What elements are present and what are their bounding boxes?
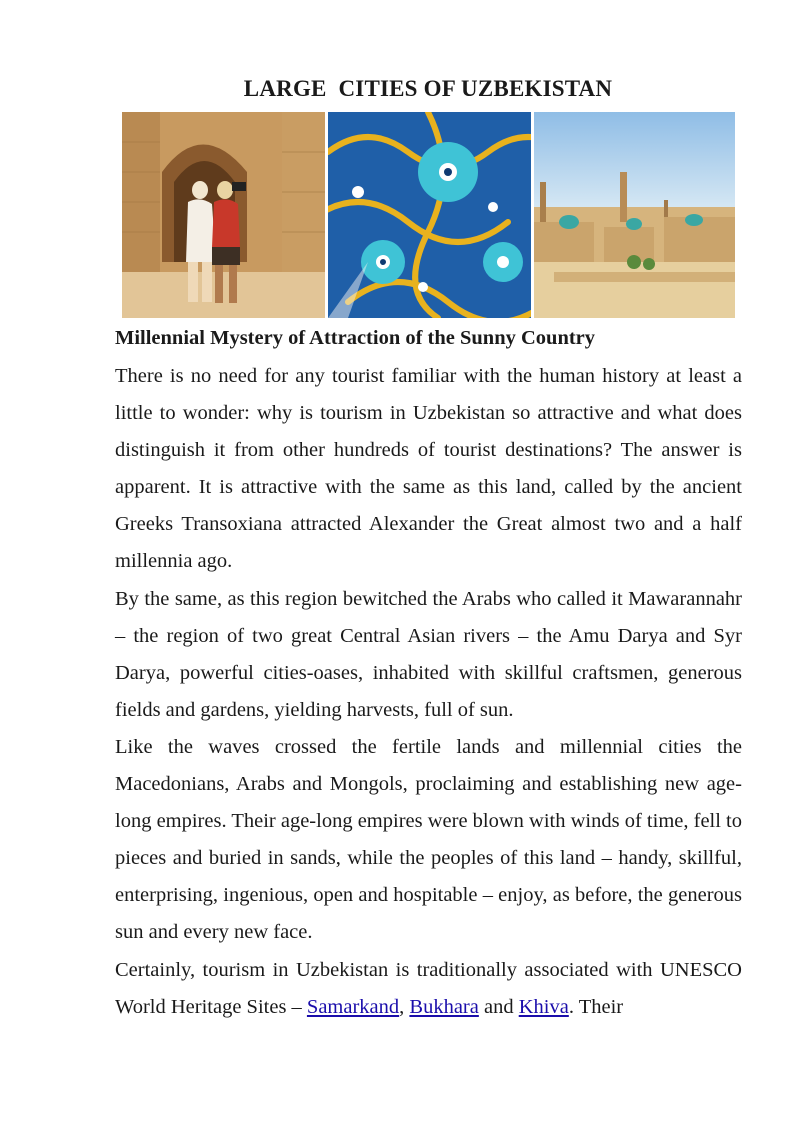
- paragraph-1: There is no need for any tourist familiar with the human history at least a little to wonder: why is tourism in Uzbekistan so attractive and what does distinguish it from other hundreds of tourist destinations? The answer is apparent. It is attractive with the same as this land, called by the ancient Greeks Transoxiana attracted Alexander the Great almost two and a half millennia ago.: [115, 365, 742, 573]
- article-body: [115, 358, 742, 1026]
- paragraph-4-text: Certainly, tourism in Uzbekistan is traditionally associated with UNESCO World Heritage Sites –: [115, 958, 742, 1018]
- separator: and: [478, 995, 519, 1018]
- page-title: LARGE CITIES OF UZBEKISTAN: [243, 76, 613, 101]
- khiva-link[interactable]: Khiva: [518, 995, 569, 1018]
- paragraph-4: [115, 952, 742, 1026]
- old-city-rooftops-minaret-photo: [534, 112, 735, 318]
- bukhara-link[interactable]: Bukhara: [409, 995, 479, 1018]
- paragraph-4-tail: . Their: [568, 995, 624, 1018]
- separator: ,: [399, 995, 410, 1018]
- photo-strip: [122, 112, 735, 318]
- article-subheading: Millennial Mystery of Attraction of the Sunny Country: [115, 327, 596, 349]
- tourists-at-archway-photo: [122, 112, 325, 318]
- paragraph-3: Like the waves crossed the fertile lands and millennial cities the Macedonians, Arabs and Mongols, proclaiming and establishing new age-long empires. Their age-long empires were blown with winds of time, fell to pieces and buried in sands, while the peoples of this land – handy, skillful, enterprising, ingenious, open and hospitable – enjoy, as before, the generous sun and every new face.: [115, 735, 743, 944]
- paragraph-2: By the same, as this region bewitched the Arabs who called it Mawarannahr – the region of two great Central Asian rivers – the Amu Darya and Syr Darya, powerful cities-oases, inhabited with skillful craftsmen, generous fields and gardens, yielding harvests, full of sun.: [115, 587, 742, 721]
- samarkand-link[interactable]: Samarkand: [306, 995, 400, 1018]
- blue-mosaic-tilework-photo: [328, 112, 531, 318]
